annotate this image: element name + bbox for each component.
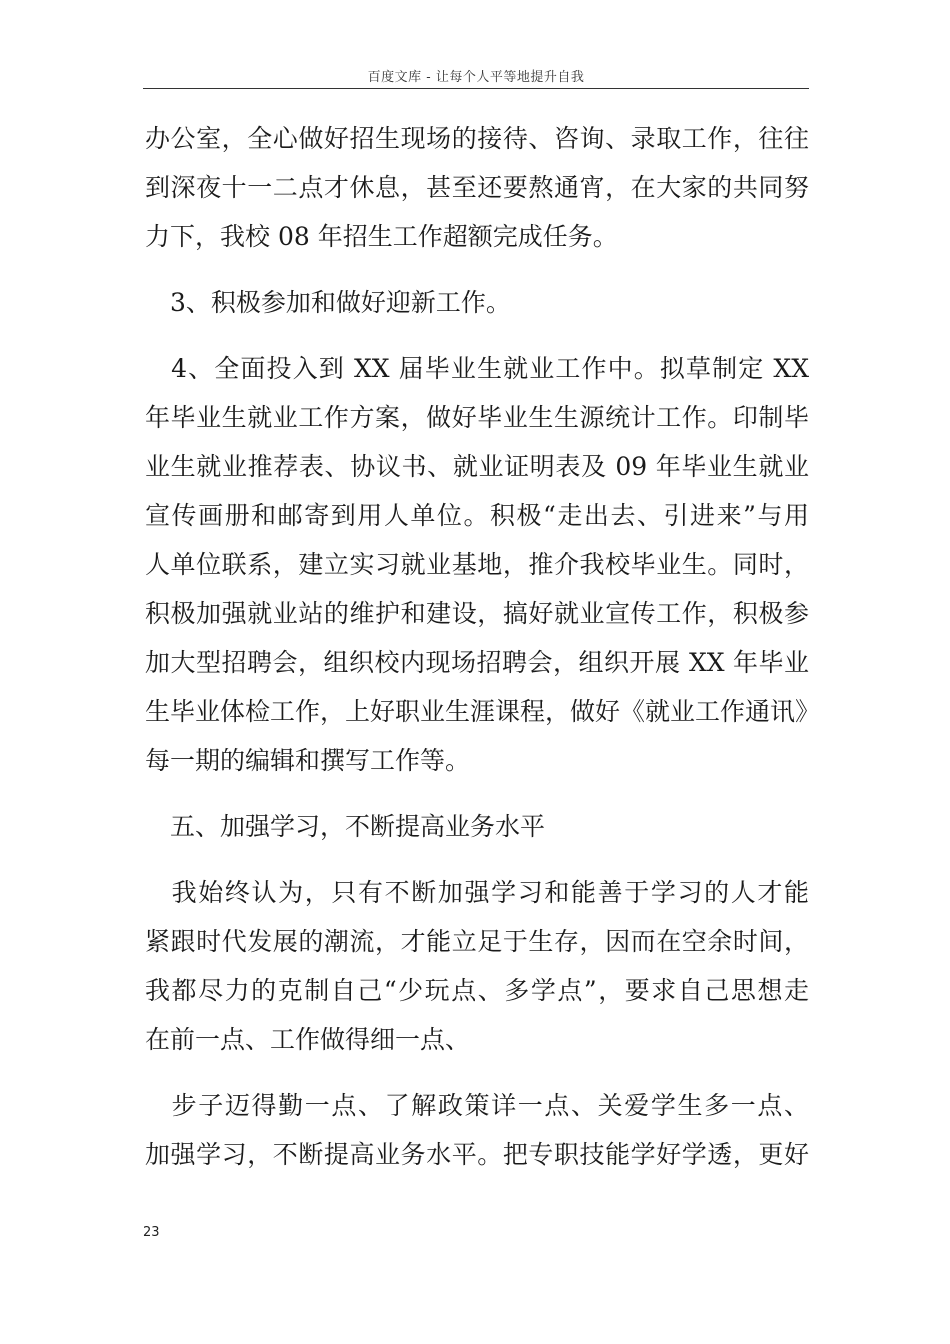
section-heading (145, 802, 809, 851)
text-line: 4、全面投入到 XX 届毕业生就业工作中。拟草制定 XX (145, 354, 809, 383)
text-line: 步子迈得勤一点、了解政策详一点、关爱学生多一点、 (145, 1091, 809, 1120)
paragraph (145, 868, 809, 1064)
paragraph (145, 114, 809, 261)
text-line: 力下，我校 08 年招生工作超额完成任务。 (145, 222, 618, 251)
text-line: 积极加强就业站的维护和建设，搞好就业宣传工作，积极参 (145, 599, 809, 628)
text-line: 我都尽力的克制自己“少玩点、多学点”，要求自己思想走 (145, 976, 809, 1005)
text-line: 业生就业推荐表、协议书、就业证明表及 09 年毕业生就业 (145, 452, 809, 481)
page-header: 百度文库 - 让每个人平等地提升自我 (367, 70, 585, 85)
text-line: 每一期的编辑和撰写工作等。 (145, 746, 471, 775)
page-number: 23 (143, 1225, 160, 1240)
text-line: 生毕业体检工作，上好职业生涯课程，做好《就业工作通讯》 (145, 697, 821, 726)
text-line: 在前一点、工作做得细一点、 (145, 1025, 471, 1054)
text-line: 年毕业生就业工作方案，做好毕业生生源统计工作。印制毕 (145, 403, 809, 432)
text-line: 到深夜十一二点才休息，甚至还要熬通宵，在大家的共同努 (145, 173, 809, 202)
text-line: 加强学习，不断提高业务水平。把专职技能学好学透，更好 (145, 1140, 809, 1169)
document-body (145, 114, 821, 1179)
text-line: 我始终认为，只有不断加强学习和能善于学习的人才能 (145, 878, 809, 907)
text-line: 宣传画册和邮寄到用人单位。积极“走出去、引进来”与用 (145, 501, 809, 530)
text-line: 紧跟时代发展的潮流，才能立足于生存，因而在空余时间， (145, 927, 809, 956)
paragraph (145, 344, 821, 785)
paragraph (145, 1081, 809, 1179)
paragraph (145, 278, 809, 327)
text-line: 3、积极参加和做好迎新工作。 (145, 288, 511, 317)
header-divider (143, 88, 809, 89)
text-line: 人单位联系，建立实习就业基地，推介我校毕业生。同时， (145, 550, 809, 579)
text-line: 五、加强学习，不断提高业务水平 (145, 812, 546, 841)
text-line: 加大型招聘会，组织校内现场招聘会，组织开展 XX 年毕业 (145, 648, 809, 677)
text-line: 办公室，全心做好招生现场的接待、咨询、录取工作，往往 (145, 124, 809, 153)
